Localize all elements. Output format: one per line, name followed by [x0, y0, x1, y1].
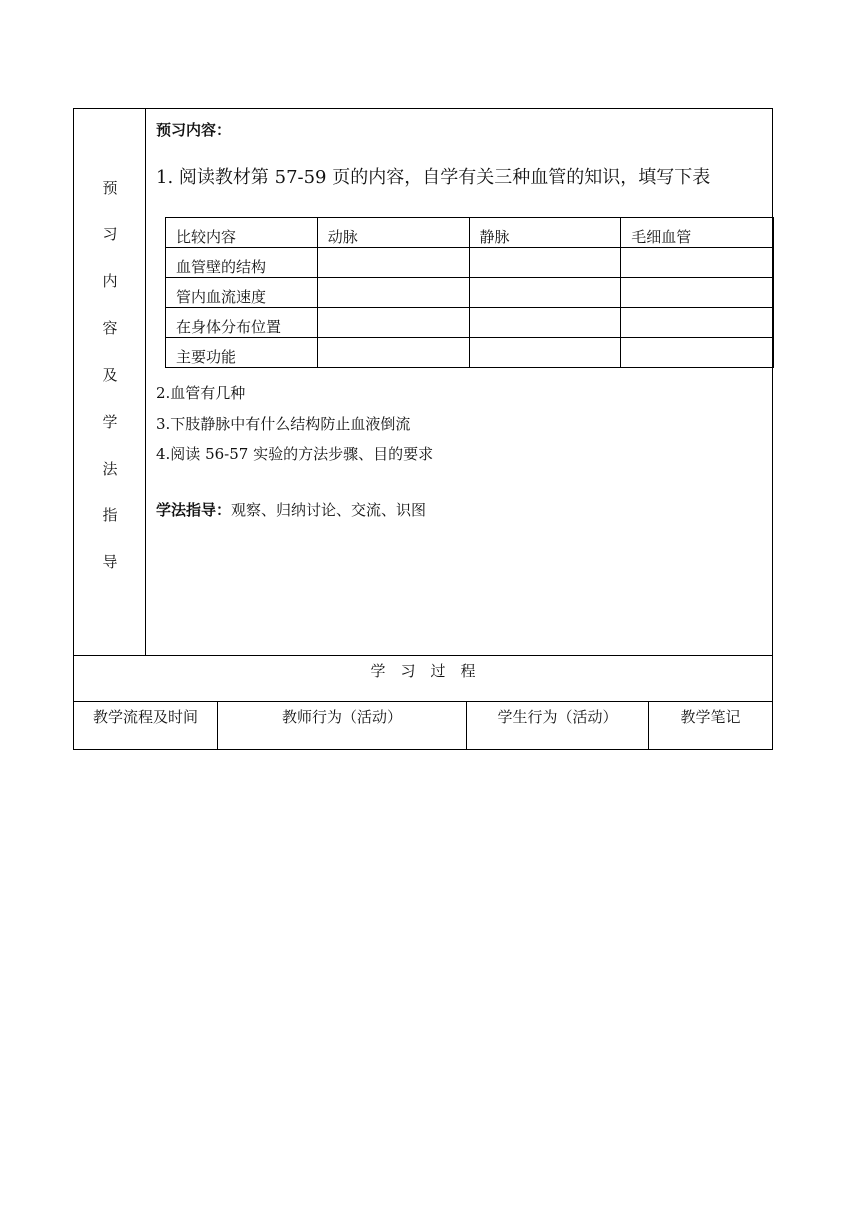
side-label-char: 及	[102, 366, 118, 384]
table-row	[166, 308, 774, 338]
side-label-cell	[74, 109, 146, 655]
side-label-char: 法	[102, 460, 118, 478]
learning-process-title: 学 习 过 程	[370, 662, 476, 680]
method-guide	[156, 499, 426, 520]
side-label-char: 预	[102, 179, 118, 197]
process-columns-row	[74, 702, 772, 749]
method-guide-label: 学法指导：	[156, 501, 232, 519]
table-row	[166, 278, 774, 308]
table-cell	[317, 308, 469, 338]
row-label-cell: 在身体分布位置	[166, 308, 318, 338]
side-label-char: 习	[102, 225, 118, 243]
row-label-cell: 血管壁的结构	[166, 248, 318, 278]
comparison-table	[165, 217, 774, 368]
preview-item-3: 3.下肢静脉中有什么结构防止血液倒流	[156, 415, 411, 433]
table-row	[166, 338, 774, 368]
column-student-activity: 学生行为（活动）	[467, 702, 649, 749]
table-cell	[469, 338, 621, 368]
table-cell	[317, 248, 469, 278]
comparison-header-cell: 毛细血管	[621, 218, 774, 248]
preview-item-1: 1. 阅读教材第 57-59 页的内容，自学有关三种血管的知识，填写下表	[156, 167, 711, 188]
learning-process-title-row	[74, 655, 772, 702]
table-cell	[469, 278, 621, 308]
side-label-char: 容	[102, 319, 118, 337]
comparison-header-row	[166, 218, 774, 248]
preview-item-2: 2.血管有几种	[156, 384, 246, 402]
table-cell	[621, 248, 774, 278]
table-cell	[621, 278, 774, 308]
side-label-char: 导	[102, 553, 118, 571]
row-label-cell: 管内血流速度	[166, 278, 318, 308]
column-teacher-activity: 教师行为（活动）	[218, 702, 467, 749]
table-cell	[317, 338, 469, 368]
table-cell	[621, 338, 774, 368]
preview-item-4: 4.阅读 56-57 实验的方法步骤、目的要求	[156, 445, 434, 463]
side-label-char: 指	[102, 506, 118, 524]
comparison-header-cell: 比较内容	[166, 218, 318, 248]
row-label-cell: 主要功能	[166, 338, 318, 368]
lesson-plan-table	[73, 108, 773, 750]
column-teaching-notes: 教学笔记	[680, 708, 741, 726]
preview-heading: 预习内容：	[156, 121, 232, 139]
column-flow-time: 教学流程及时间	[74, 702, 218, 749]
table-cell	[469, 248, 621, 278]
side-label-char: 学	[102, 413, 118, 431]
preview-content-cell	[146, 109, 772, 655]
table-row	[166, 248, 774, 278]
comparison-header-cell: 动脉	[317, 218, 469, 248]
table-cell	[317, 278, 469, 308]
table-cell	[469, 308, 621, 338]
comparison-header-cell: 静脉	[469, 218, 621, 248]
table-cell	[621, 308, 774, 338]
side-label-char: 内	[102, 272, 118, 290]
method-guide-text: 观察、归纳讨论、交流、识图	[231, 501, 427, 519]
